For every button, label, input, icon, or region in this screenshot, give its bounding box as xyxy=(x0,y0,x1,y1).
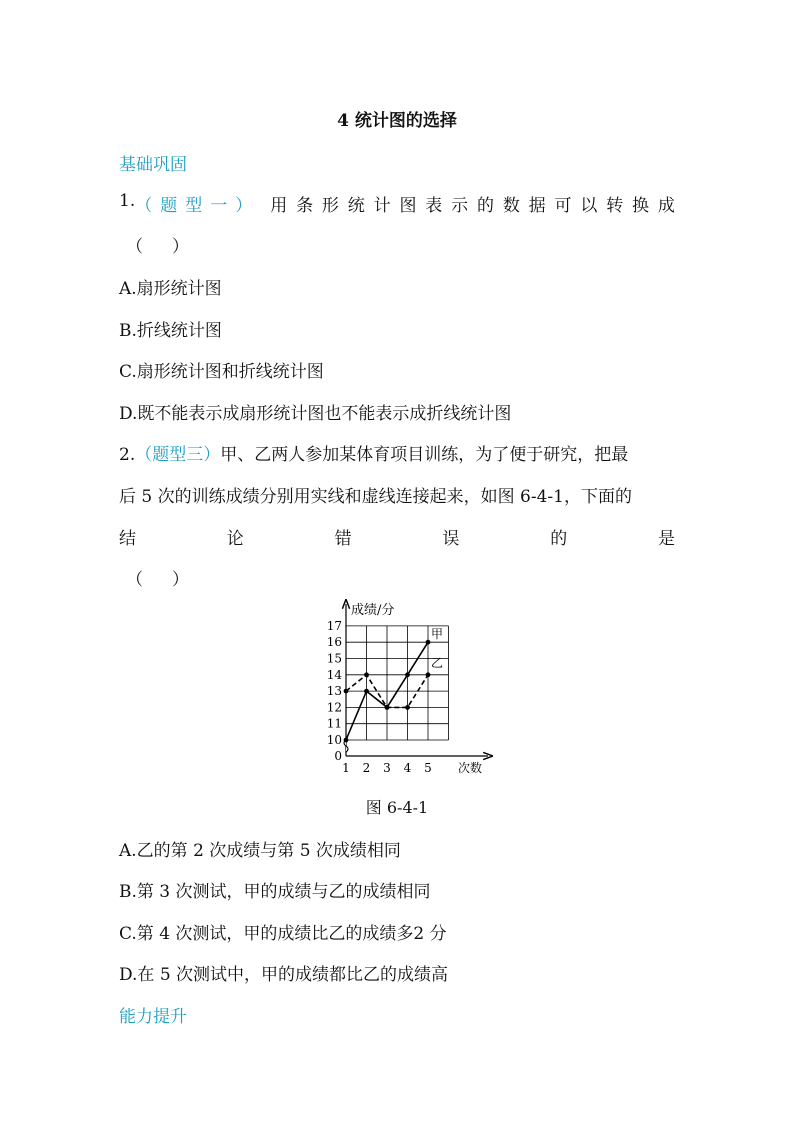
q2-option-d: D.在 5 次测试中，甲的成绩都比乙的成绩高 xyxy=(119,965,449,985)
figure-caption: 图 6-4-1 xyxy=(365,798,429,817)
data-point-yi xyxy=(364,672,369,677)
y-tick-label: 17 xyxy=(326,618,342,633)
q1-answer-paren: （ ） xyxy=(126,237,195,257)
q1-stem-char: 表 xyxy=(425,196,443,216)
y-tick-label: 11 xyxy=(326,716,342,731)
q1-stem-char: 示 xyxy=(451,196,469,216)
x-tick-label: 5 xyxy=(424,761,432,775)
q1-option-b: B.折线统计图 xyxy=(119,321,222,341)
data-point-yi xyxy=(385,705,390,710)
y-axis-label: 成绩/分 xyxy=(351,603,395,618)
q1-stem-char: 成 xyxy=(657,196,675,216)
q1-stem-char: 可 xyxy=(554,196,572,216)
series-label-yi: 乙 xyxy=(431,655,444,670)
y-tick-label: 10 xyxy=(326,733,342,747)
page-title: 4 统计图的选择 xyxy=(337,111,457,131)
q1-stem-char: 数 xyxy=(502,196,520,216)
q1-stem-char: 统 xyxy=(347,196,365,216)
q1-option-d: D.既不能表示成扇形统计图也不能表示成折线统计图 xyxy=(119,404,512,424)
section-heading-advanced: 能力提升 xyxy=(119,1007,187,1027)
q1-stem-char: 以 xyxy=(580,196,598,216)
q1-stem-char: 的 xyxy=(476,196,494,216)
q2-stem-line2: 后 5 次的训练成绩分别用实线和虚线连接起来，如图 6-4-1，下面的 xyxy=(119,487,632,507)
q2-stem-line3-char: 误 xyxy=(442,529,460,549)
q2-stem-line3-char: 错 xyxy=(334,529,352,549)
q2-option-c: C.第 4 次测试，甲的成绩比乙的成绩多2 分 xyxy=(119,924,447,944)
q1-stem-text xyxy=(270,191,675,216)
section-heading-basic: 基础巩固 xyxy=(119,155,187,175)
q2-stem-line3-char: 是 xyxy=(657,529,675,549)
q1-option-a: A.扇形统计图 xyxy=(119,279,222,299)
q2-tag: （题型三） xyxy=(135,445,221,465)
q1-option-c: C.扇形统计图和折线统计图 xyxy=(119,362,324,382)
data-point-yi xyxy=(426,672,431,677)
q2-stem-line3-char: 的 xyxy=(550,529,568,549)
series-label-jia: 甲 xyxy=(431,627,444,642)
q2-stem-line3-char: 论 xyxy=(226,529,244,549)
q1-stem-char: 计 xyxy=(373,196,391,216)
q2-number: 2. xyxy=(119,445,136,465)
q1-stem xyxy=(119,191,675,216)
x-tick-label: 1 xyxy=(342,761,350,775)
q1-stem-char: 据 xyxy=(528,196,546,216)
q2-stem-line1-text: 甲、乙两人参加某体育项目训练，为了便于研究，把最 xyxy=(220,445,629,465)
y-tick-label: 12 xyxy=(326,700,342,715)
x-tick-label: 3 xyxy=(383,761,391,775)
y-tick-label: 15 xyxy=(326,651,342,666)
q1-stem-char: 用 xyxy=(270,196,288,216)
q1-number: 1. xyxy=(119,191,136,211)
q1-tag: （题型一） xyxy=(135,196,261,216)
data-point-yi xyxy=(405,705,410,710)
score-line-chart xyxy=(300,598,500,780)
x-axis-label: 次数 xyxy=(457,761,483,775)
data-point-yi xyxy=(344,689,349,694)
data-point-jia xyxy=(405,672,410,677)
q1-stem-char: 图 xyxy=(399,196,417,216)
data-point-jia xyxy=(344,738,349,743)
data-point-jia xyxy=(426,640,431,645)
x-tick-label: 4 xyxy=(403,761,412,775)
y-tick-label: 16 xyxy=(326,635,342,650)
data-point-jia xyxy=(364,689,369,694)
y-tick-label: 13 xyxy=(326,684,342,699)
q2-stem-line1 xyxy=(119,440,628,465)
q1-stem-char: 转 xyxy=(606,196,624,216)
q2-option-b: B.第 3 次测试，甲的成绩与乙的成绩相同 xyxy=(119,882,431,902)
q1-stem-char: 换 xyxy=(632,196,650,216)
q1-stem-char: 条 xyxy=(296,196,314,216)
q1-stem-char: 形 xyxy=(321,196,339,216)
x-tick-label: 2 xyxy=(362,761,371,775)
y-tick-label: 0 xyxy=(334,749,342,763)
q2-option-a: A.乙的第 2 次成绩与第 5 次成绩相同 xyxy=(119,841,401,861)
q2-stem-line3 xyxy=(119,524,675,549)
q2-stem-line3-char: 结 xyxy=(119,529,136,549)
q2-answer-paren: （ ） xyxy=(126,570,195,590)
y-tick-label: 14 xyxy=(326,667,342,682)
